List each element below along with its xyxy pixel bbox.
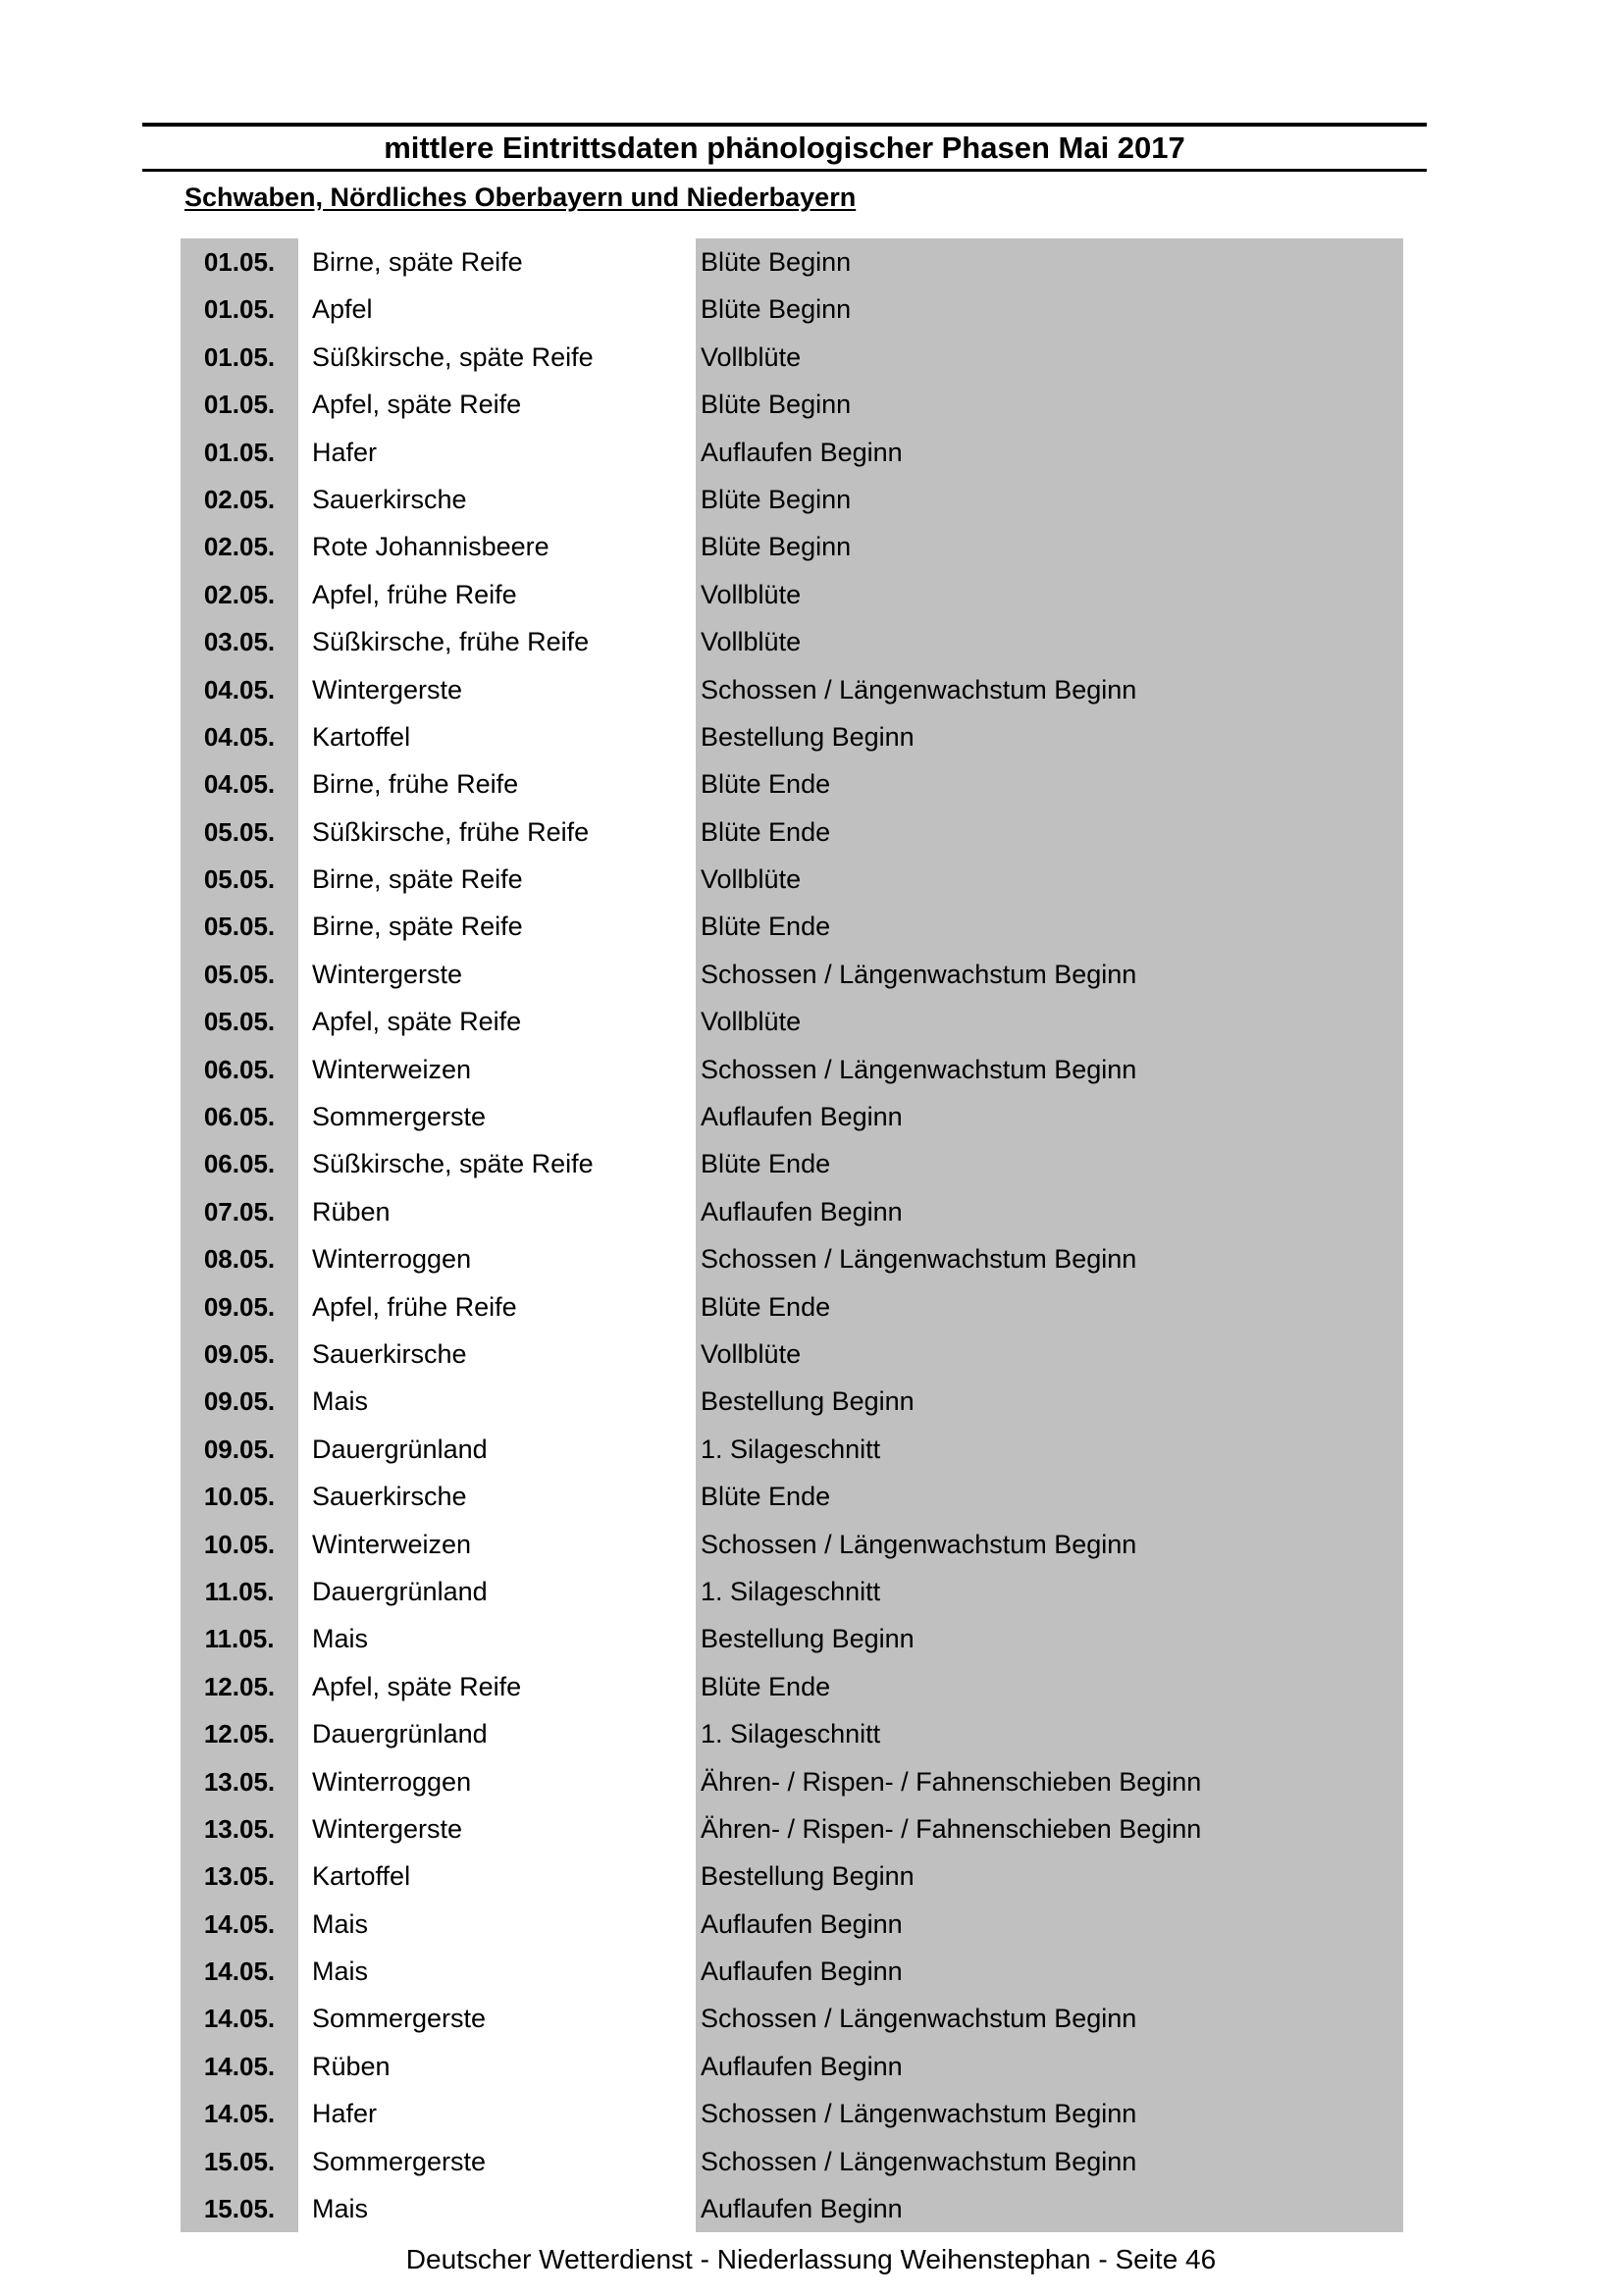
table-row <box>181 951 1403 998</box>
table-row <box>181 238 1403 286</box>
table-row <box>181 1046 1403 1093</box>
phase-cell: Schossen / Längenwachstum Beginn <box>696 666 1403 713</box>
plant-cell: Süßkirsche, frühe Reife <box>298 809 696 856</box>
table-row <box>181 2185 1403 2232</box>
date-cell: 01.05. <box>181 286 298 333</box>
table-row <box>181 1710 1403 1757</box>
plant-cell: Apfel, späte Reife <box>298 1663 696 1710</box>
title-rule <box>142 169 1427 172</box>
table-row <box>181 1521 1403 1568</box>
date-cell: 05.05. <box>181 809 298 856</box>
table-row <box>181 856 1403 903</box>
date-cell: 04.05. <box>181 666 298 713</box>
date-cell: 02.05. <box>181 571 298 618</box>
phase-cell: Auflaufen Beginn <box>696 2185 1403 2232</box>
table-row <box>181 523 1403 570</box>
phase-cell: Blüte Ende <box>696 1140 1403 1187</box>
date-cell: 12.05. <box>181 1710 298 1757</box>
date-cell: 14.05. <box>181 2043 298 2090</box>
phase-cell: Vollblüte <box>696 571 1403 618</box>
phase-cell: Blüte Beginn <box>696 286 1403 333</box>
date-cell: 14.05. <box>181 2090 298 2137</box>
plant-cell: Rüben <box>298 1188 696 1235</box>
table-row <box>181 1758 1403 1805</box>
table-row <box>181 760 1403 808</box>
table-row <box>181 2090 1403 2137</box>
date-cell: 13.05. <box>181 1758 298 1805</box>
plant-cell: Sauerkirsche <box>298 476 696 523</box>
date-cell: 08.05. <box>181 1235 298 1282</box>
plant-cell: Birne, späte Reife <box>298 903 696 950</box>
table-row <box>181 1093 1403 1140</box>
date-cell: 13.05. <box>181 1805 298 1852</box>
table-row <box>181 334 1403 381</box>
table-row <box>181 571 1403 618</box>
table-row <box>181 618 1403 665</box>
phase-cell: Vollblüte <box>696 856 1403 903</box>
phase-cell: Auflaufen Beginn <box>696 2043 1403 2090</box>
phase-cell: Auflaufen Beginn <box>696 1901 1403 1948</box>
date-cell: 10.05. <box>181 1473 298 1520</box>
date-cell: 11.05. <box>181 1568 298 1615</box>
plant-cell: Birne, späte Reife <box>298 238 696 286</box>
plant-cell: Mais <box>298 1901 696 1948</box>
date-cell: 04.05. <box>181 760 298 808</box>
phase-cell: Bestellung Beginn <box>696 1378 1403 1425</box>
phase-cell: Schossen / Längenwachstum Beginn <box>696 1046 1403 1093</box>
plant-cell: Dauergrünland <box>298 1710 696 1757</box>
date-cell: 15.05. <box>181 2185 298 2232</box>
region-subtitle: Schwaben, Nördliches Oberbayern und Niederbayern <box>184 183 857 212</box>
date-cell: 05.05. <box>181 856 298 903</box>
date-cell: 14.05. <box>181 1901 298 1948</box>
table-row <box>181 1140 1403 1187</box>
table-row <box>181 1805 1403 1852</box>
table-row <box>181 1995 1403 2042</box>
table-row <box>181 1473 1403 1520</box>
top-rule <box>142 123 1427 127</box>
date-cell: 12.05. <box>181 1663 298 1710</box>
phase-cell: Bestellung Beginn <box>696 713 1403 760</box>
plant-cell: Sauerkirsche <box>298 1331 696 1378</box>
phase-cell: Schossen / Längenwachstum Beginn <box>696 1995 1403 2042</box>
phase-cell: Ähren- / Rispen- / Fahnenschieben Beginn <box>696 1758 1403 1805</box>
phase-cell: Blüte Ende <box>696 1663 1403 1710</box>
page-title: mittlere Eintrittsdaten phänologischer Phasen Mai 2017 <box>384 130 1185 165</box>
plant-cell: Mais <box>298 1378 696 1425</box>
date-cell: 14.05. <box>181 1995 298 2042</box>
phase-cell: Vollblüte <box>696 1331 1403 1378</box>
plant-cell: Birne, späte Reife <box>298 856 696 903</box>
date-cell: 15.05. <box>181 2138 298 2185</box>
table-row <box>181 1331 1403 1378</box>
phase-cell: Schossen / Längenwachstum Beginn <box>696 1235 1403 1282</box>
plant-cell: Hafer <box>298 429 696 476</box>
date-cell: 09.05. <box>181 1426 298 1473</box>
plant-cell: Winterroggen <box>298 1758 696 1805</box>
table-row <box>181 1378 1403 1425</box>
phase-cell: Bestellung Beginn <box>696 1852 1403 1900</box>
table-row <box>181 1663 1403 1710</box>
table-row <box>181 381 1403 428</box>
plant-cell: Wintergerste <box>298 1805 696 1852</box>
phase-cell: Blüte Beginn <box>696 476 1403 523</box>
date-cell: 01.05. <box>181 334 298 381</box>
table-row <box>181 1901 1403 1948</box>
table-row <box>181 1615 1403 1662</box>
date-cell: 01.05. <box>181 381 298 428</box>
phenology-table <box>181 238 1403 2232</box>
plant-cell: Birne, frühe Reife <box>298 760 696 808</box>
table-row <box>181 1852 1403 1900</box>
plant-cell: Mais <box>298 2185 696 2232</box>
plant-cell: Apfel, späte Reife <box>298 381 696 428</box>
phase-cell: Vollblüte <box>696 334 1403 381</box>
phase-cell: Auflaufen Beginn <box>696 429 1403 476</box>
plant-cell: Kartoffel <box>298 1852 696 1900</box>
date-cell: 06.05. <box>181 1046 298 1093</box>
plant-cell: Winterweizen <box>298 1521 696 1568</box>
plant-cell: Rüben <box>298 2043 696 2090</box>
phase-cell: Vollblüte <box>696 998 1403 1045</box>
plant-cell: Mais <box>298 1615 696 1662</box>
date-cell: 05.05. <box>181 903 298 950</box>
date-cell: 04.05. <box>181 713 298 760</box>
date-cell: 01.05. <box>181 429 298 476</box>
date-cell: 05.05. <box>181 998 298 1045</box>
date-cell: 03.05. <box>181 618 298 665</box>
plant-cell: Apfel, frühe Reife <box>298 571 696 618</box>
plant-cell: Sommergerste <box>298 2138 696 2185</box>
plant-cell: Wintergerste <box>298 666 696 713</box>
plant-cell: Kartoffel <box>298 713 696 760</box>
plant-cell: Apfel <box>298 286 696 333</box>
phase-cell: 1. Silageschnitt <box>696 1710 1403 1757</box>
date-cell: 06.05. <box>181 1093 298 1140</box>
table-row <box>181 1568 1403 1615</box>
plant-cell: Wintergerste <box>298 951 696 998</box>
phase-cell: Schossen / Längenwachstum Beginn <box>696 2090 1403 2137</box>
phase-cell: Ähren- / Rispen- / Fahnenschieben Beginn <box>696 1805 1403 1852</box>
phase-cell: Blüte Ende <box>696 809 1403 856</box>
phase-cell: 1. Silageschnitt <box>696 1568 1403 1615</box>
table-row <box>181 1188 1403 1235</box>
phase-cell: Auflaufen Beginn <box>696 1948 1403 1995</box>
date-cell: 10.05. <box>181 1521 298 1568</box>
plant-cell: Winterroggen <box>298 1235 696 1282</box>
date-cell: 02.05. <box>181 523 298 570</box>
plant-cell: Apfel, späte Reife <box>298 998 696 1045</box>
table-row <box>181 286 1403 333</box>
plant-cell: Sommergerste <box>298 1995 696 2042</box>
plant-cell: Dauergrünland <box>298 1426 696 1473</box>
date-cell: 09.05. <box>181 1378 298 1425</box>
date-cell: 05.05. <box>181 951 298 998</box>
plant-cell: Rote Johannisbeere <box>298 523 696 570</box>
phase-cell: Schossen / Längenwachstum Beginn <box>696 1521 1403 1568</box>
table-row <box>181 476 1403 523</box>
table-row <box>181 903 1403 950</box>
plant-cell: Sommergerste <box>298 1093 696 1140</box>
plant-cell: Süßkirsche, späte Reife <box>298 1140 696 1187</box>
phase-cell: Blüte Ende <box>696 903 1403 950</box>
date-cell: 07.05. <box>181 1188 298 1235</box>
phase-cell: Schossen / Längenwachstum Beginn <box>696 2138 1403 2185</box>
phase-cell: Vollblüte <box>696 618 1403 665</box>
table-row <box>181 1426 1403 1473</box>
plant-cell: Mais <box>298 1948 696 1995</box>
plant-cell: Süßkirsche, späte Reife <box>298 334 696 381</box>
phase-cell: Bestellung Beginn <box>696 1615 1403 1662</box>
phase-cell: Blüte Ende <box>696 760 1403 808</box>
date-cell: 14.05. <box>181 1948 298 1995</box>
plant-cell: Hafer <box>298 2090 696 2137</box>
plant-cell: Dauergrünland <box>298 1568 696 1615</box>
plant-cell: Apfel, frühe Reife <box>298 1283 696 1331</box>
table-row <box>181 1235 1403 1282</box>
table-row <box>181 666 1403 713</box>
phase-cell: Schossen / Längenwachstum Beginn <box>696 951 1403 998</box>
page-footer: Deutscher Wetterdienst - Niederlassung Weihenstephan - Seite 46 <box>405 2244 1217 2274</box>
phase-cell: 1. Silageschnitt <box>696 1426 1403 1473</box>
phase-cell: Blüte Beginn <box>696 238 1403 286</box>
plant-cell: Süßkirsche, frühe Reife <box>298 618 696 665</box>
table-row <box>181 998 1403 1045</box>
table-row <box>181 1283 1403 1331</box>
phase-cell: Blüte Ende <box>696 1283 1403 1331</box>
date-cell: 06.05. <box>181 1140 298 1187</box>
phase-cell: Auflaufen Beginn <box>696 1188 1403 1235</box>
phase-cell: Blüte Ende <box>696 1473 1403 1520</box>
date-cell: 11.05. <box>181 1615 298 1662</box>
table-row <box>181 2138 1403 2185</box>
table-row <box>181 809 1403 856</box>
date-cell: 02.05. <box>181 476 298 523</box>
table-row <box>181 1948 1403 1995</box>
date-cell: 09.05. <box>181 1283 298 1331</box>
table-row <box>181 713 1403 760</box>
date-cell: 01.05. <box>181 238 298 286</box>
table-row <box>181 2043 1403 2090</box>
date-cell: 13.05. <box>181 1852 298 1900</box>
plant-cell: Sauerkirsche <box>298 1473 696 1520</box>
table-row <box>181 429 1403 476</box>
phase-cell: Blüte Beginn <box>696 523 1403 570</box>
phase-cell: Auflaufen Beginn <box>696 1093 1403 1140</box>
phase-cell: Blüte Beginn <box>696 381 1403 428</box>
date-cell: 09.05. <box>181 1331 298 1378</box>
plant-cell: Winterweizen <box>298 1046 696 1093</box>
